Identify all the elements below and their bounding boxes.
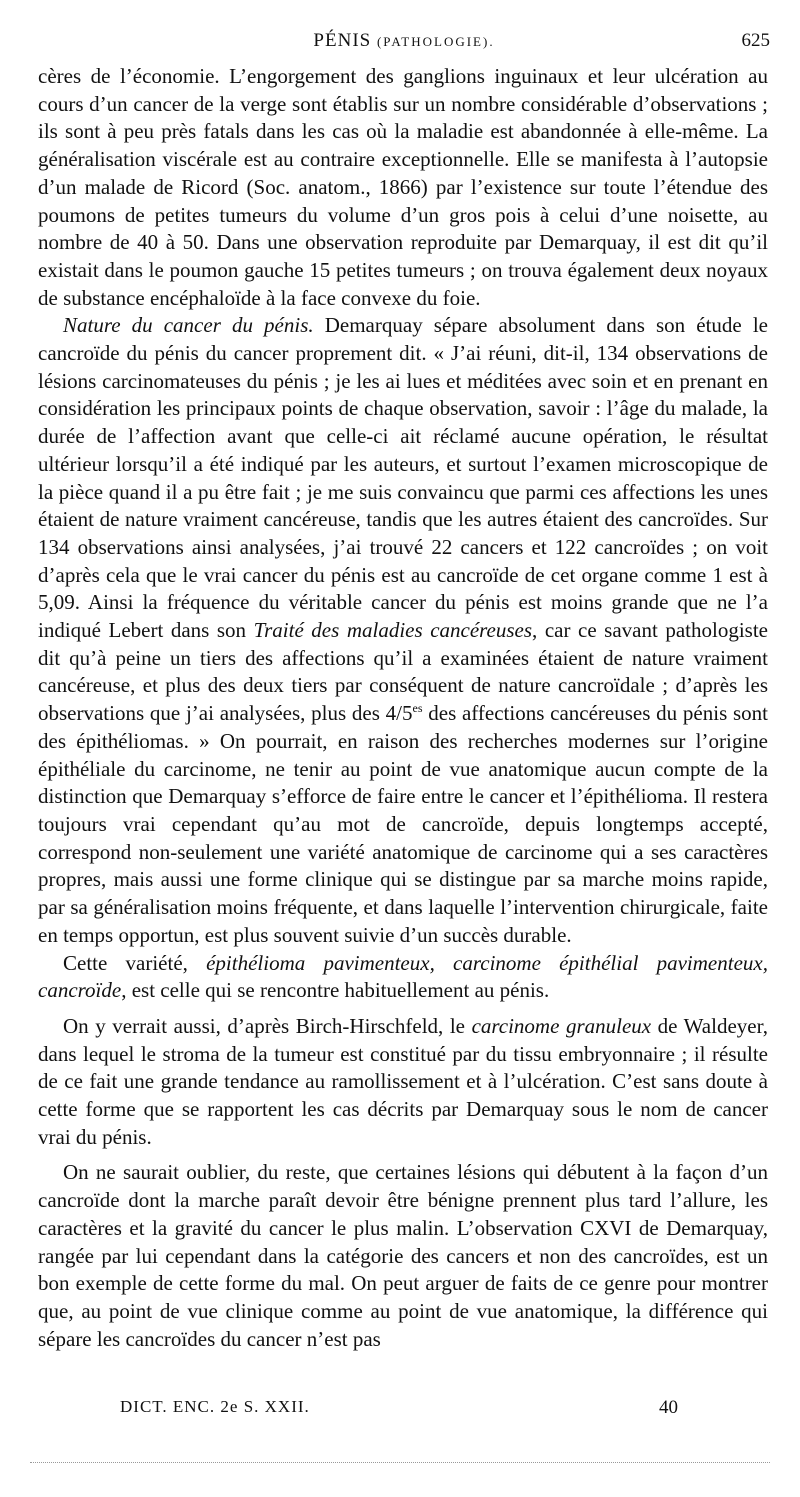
paragraph-3-lead: Cette variété, [63, 950, 207, 975]
paragraph-4-lead: On y verrait aussi, d’après Birch-Hirschfeld, le [63, 1013, 472, 1038]
paragraph-3-text: , est celle qui se rencontre habituellement au pénis. [121, 978, 550, 1003]
paragraph-2-text: Demarquay sépare absolument dans son étude le cancroïde du pénis du cancer proprement dit. « J’ai réuni, dit-il, 134 observations de lésions carcinomateuses du pénis ; je les ai lues et méditées avec soin et en prenant en considération les principaux points de chaque observation, savoir : l’âge du malade, la durée de l’affection avant que celle-ci ait réclamé aucune opération, le résultat ultérieur lorsqu’il a été indiqué par les auteurs, et surtout l’examen microscopique de la pièce quand il a pu être fait ; je me suis convaincu que parmi ces affections les unes étaient de nature vraiment cancéreuse, tandis que les autres étaient des cancroïdes. Sur 134 observations ainsi analysées, j’ai trouvé 22 cancers et 122 cancroïdes ; on voit d’après cela que le vrai cancer du pénis est au cancroïde de cet organe comme 1 est à 5,09. Ainsi la fréquence du véritable cancer du pénis est moins grande que ne l’a indiqué Lebert dans son [38, 313, 768, 643]
paragraph-4-text: de Waldeyer, dans lequel le stroma de la tumeur est constitué par du tissu embryonnaire ; il résulte de ce fait une grande tendance au ramollissement et à l’ulcération. C’est sans doute à cette forme que se rapportent les cas décrits par Demarquay sous le nom de cancer vrai du pénis. [38, 1013, 769, 1149]
printer-signature: DICT. ENC. 2e S. XXII. [120, 1397, 310, 1416]
paragraph-1-text: cères de l’économie. L’engorgement des ganglions inguinaux et leur ulcération au cours d’un cancer de la verge sont établis sur un nombre considérable d’observations ; ils sont à peu près fatals dans les cas où la maladie est abandonnée à elle-même. La généralisation viscérale est au contraire exceptionnelle. Elle se manifesta à l’autopsie d’un malade de Ricord (Soc. anatom., 1866) par l’existence sur toute l’étendue des poumons de petites tumeurs du volume d’un gros pois à celui d’une noisette, au nombre de 40 à 50. Dans une observation reproduite par Demarquay, il est dit qu’il existait dans le poumon gauche 15 petites tumeurs ; on trouva également deux noyaux de substance encéphaloïde à la face convexe du foie. [38, 64, 768, 310]
body-text [38, 63, 768, 1353]
paragraph-2-text-2: , car ce savant pathologiste dit qu’à peine un tiers des affections qu’il a examinées étaient de nature vraiment cancéreuse, et plus des deux tiers par conséquent de nature cancroïdale ; d’après les observations que j’ai analysées, plus des 4/5 [38, 618, 769, 726]
superscript-es: es [412, 701, 423, 716]
sheet-number: 40 [659, 1397, 678, 1418]
book-title-lebert: Traité des maladies cancéreuses [253, 618, 533, 643]
paragraph-4 [38, 1013, 768, 1152]
paragraph-2 [38, 312, 768, 949]
section-heading-nature: Nature du cancer du pénis. [63, 313, 314, 338]
running-head-subtitle: (PATHOLOGIE). [376, 34, 495, 49]
paragraph-5 [38, 1159, 768, 1353]
running-head [38, 30, 770, 52]
paragraph-5-text: On ne saurait oublier, du reste, que certaines lésions qui débutent à la façon d’un cancroïde dont la marche paraît devoir être bénigne prennent plus tard l’allure, les caractères et la gravité du cancer le plus malin. L’observation CXVI de Demarquay, rangée par lui cependant dans la catégorie des cancers et non des cancroïdes, est un bon exemple de cette forme du mal. On peut arguer de faits de ce genre pour montrer que, au point de vue clinique comme au point de vue anatomique, la différence qui sépare les cancroïdes du cancer n’est pas [38, 1160, 768, 1351]
paragraph-4-term: carcinome granuleux [471, 1013, 652, 1038]
bottom-dotted-rule [30, 1462, 770, 1463]
page-footer [120, 1397, 700, 1421]
paragraph-3 [38, 950, 768, 1005]
running-head-title: PÉNIS [313, 30, 372, 51]
paragraph-1 [38, 63, 768, 312]
page-number: 625 [741, 30, 770, 51]
paragraph-2-text-3: des affections cancéreuses du pénis sont des épithéliomas. » On pourrait, en raison des recherches modernes sur l’origine épithéliale du carcinome, ne tenir au point de vue anatomique aucun compte de la distinction que Demarquay s’efforce de faire entre le cancer et l’épithélioma. Il restera toujours vrai cependant qu’au mot de cancroïde, depuis longtemps accepté, correspond non-seulement une variété anatomique de carcinome qui a ses caractères propres, mais aussi une forme clinique qui se distingue par sa marche moins rapide, par sa généralisation moins fréquente, et dans laquelle l’intervention chirurgicale, faite en temps opportun, est plus souvent suivie d’un succès durable. [38, 701, 768, 947]
paragraph-3-terms: épithélioma pavimenteux, carcinome épithélial pavimenteux, cancroïde [38, 950, 768, 1003]
page-header [38, 30, 770, 54]
